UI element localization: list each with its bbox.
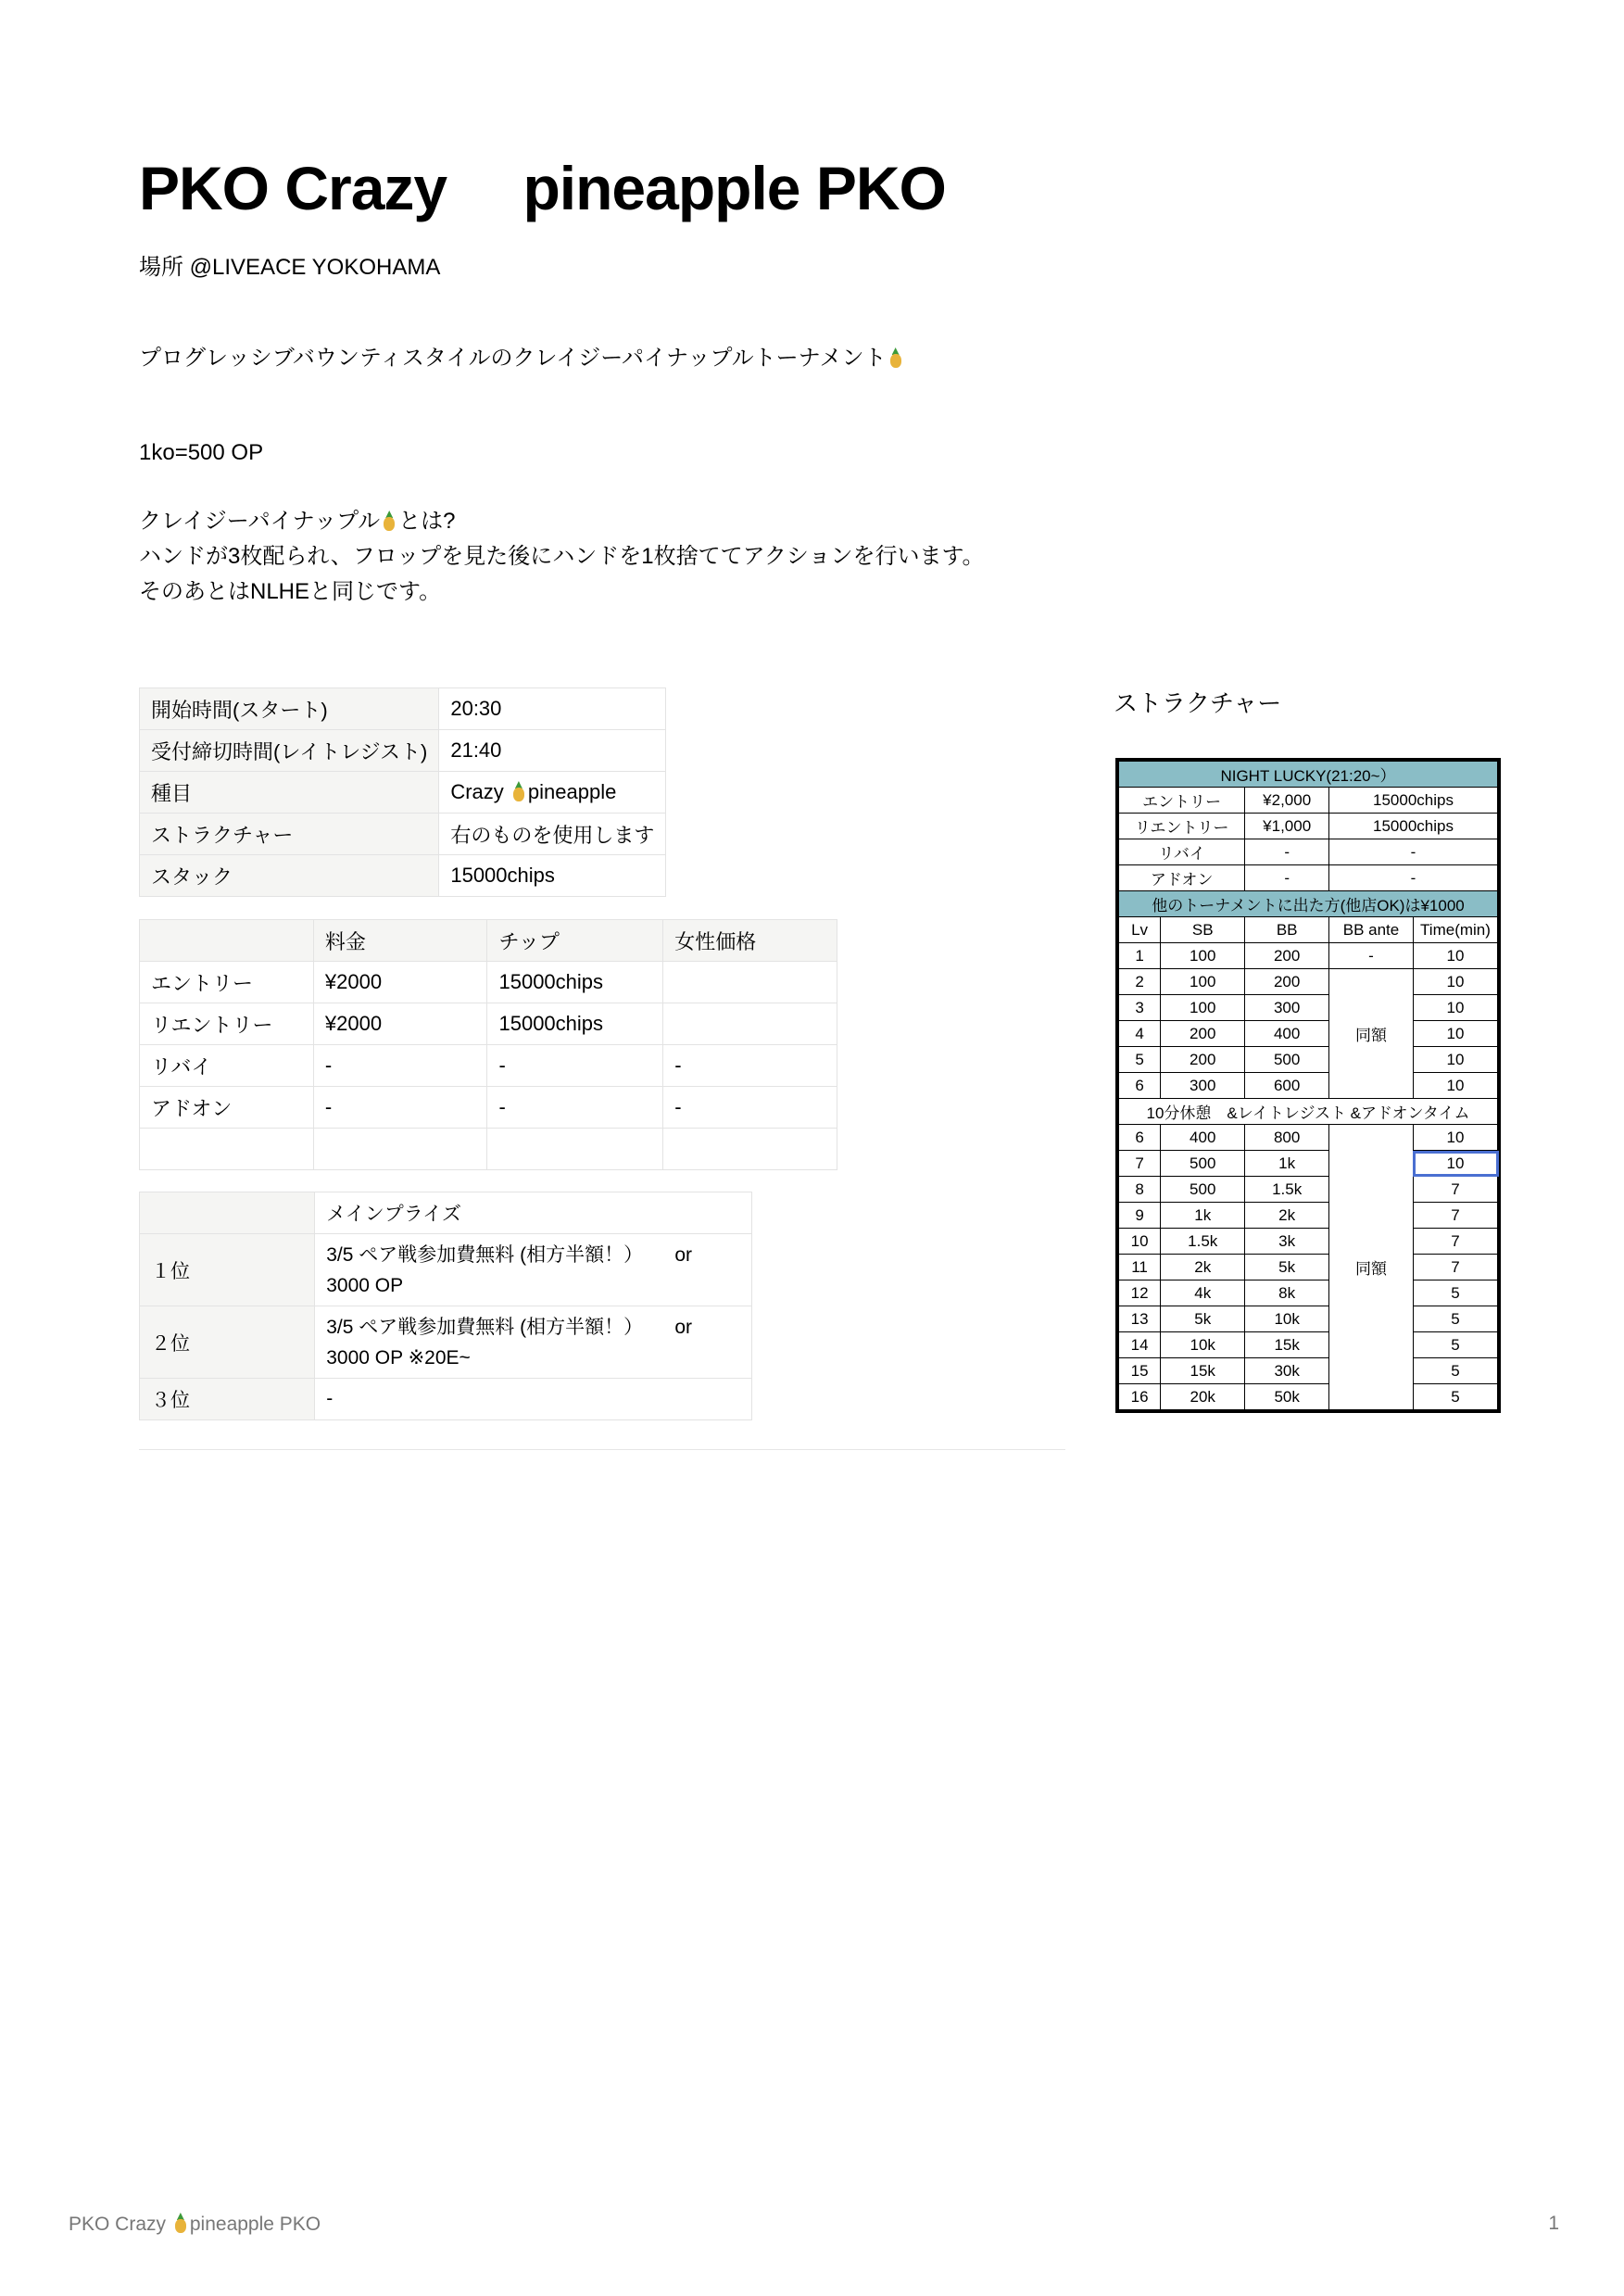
prize-or: or xyxy=(674,1316,692,1338)
page-title: PKO Crazy pineapple PKO xyxy=(139,154,946,222)
prize-header: メインプライズ xyxy=(315,1192,752,1234)
price-cell: 15000chips xyxy=(487,962,663,1003)
info-value: 20:30 xyxy=(439,688,666,730)
info-label: ストラクチャー xyxy=(140,814,439,855)
bb-cell: 300 xyxy=(1245,995,1329,1021)
description-text xyxy=(139,341,905,376)
time-cell: 10 xyxy=(1413,969,1499,995)
table-row xyxy=(1117,995,1499,1021)
prize-table xyxy=(139,1192,752,1420)
table-row xyxy=(1117,1332,1499,1358)
table-row xyxy=(140,814,666,855)
table-row xyxy=(140,688,666,730)
bb-cell: 3k xyxy=(1245,1229,1329,1255)
table-row xyxy=(1117,1306,1499,1332)
table-row xyxy=(140,1129,837,1170)
price-cell: ¥2000 xyxy=(313,962,487,1003)
table-row xyxy=(1117,1021,1499,1047)
prize-place: ３位 xyxy=(140,1379,315,1420)
sb-cell: 200 xyxy=(1161,1021,1245,1047)
price-cell xyxy=(663,1129,837,1170)
table-row xyxy=(1117,943,1499,969)
sb-cell: 400 xyxy=(1161,1125,1245,1151)
table-row xyxy=(140,1306,752,1379)
sb-cell: 1k xyxy=(1161,1203,1245,1229)
time-cell: 5 xyxy=(1413,1384,1499,1412)
level-cell: 15 xyxy=(1117,1358,1161,1384)
fee-chips: - xyxy=(1329,865,1500,891)
levels-b xyxy=(1117,1125,1499,1412)
bb-cell: 1k xyxy=(1245,1151,1329,1177)
price-cell xyxy=(663,1003,837,1045)
table-row xyxy=(1117,969,1499,995)
fee-price: - xyxy=(1245,839,1329,865)
table-row xyxy=(1117,1384,1499,1412)
level-cell: 16 xyxy=(1117,1384,1161,1412)
price-cell: - xyxy=(313,1087,487,1129)
whatis-line1: ハンドが3枚配られ、フロップを見た後にハンドを1枚捨ててアクションを行います。 xyxy=(139,544,985,569)
table-row xyxy=(1117,788,1499,814)
fee-price: ¥1,000 xyxy=(1245,814,1329,839)
price-cell xyxy=(140,1129,314,1170)
time-cell: 10 xyxy=(1413,1047,1499,1073)
time-cell: 5 xyxy=(1413,1306,1499,1332)
table-row xyxy=(1117,891,1499,917)
table-row xyxy=(1117,1280,1499,1306)
bb-cell: 15k xyxy=(1245,1332,1329,1358)
table-row xyxy=(1117,1151,1499,1177)
sb-cell: 10k xyxy=(1161,1332,1245,1358)
time-cell: 7 xyxy=(1413,1255,1499,1280)
info-table xyxy=(139,688,666,897)
sb-cell: 4k xyxy=(1161,1280,1245,1306)
table-row xyxy=(1117,1073,1499,1099)
sb-cell: 200 xyxy=(1161,1047,1245,1073)
ante-cell: 同額 xyxy=(1329,1125,1414,1412)
whatis-line2: そのあとはNLHEと同じです。 xyxy=(139,579,442,604)
level-cell: 11 xyxy=(1117,1255,1161,1280)
time-cell: 5 xyxy=(1413,1280,1499,1306)
level-cell: 14 xyxy=(1117,1332,1161,1358)
time-cell: 10 xyxy=(1413,1073,1499,1099)
prize-line1: - xyxy=(315,1379,752,1420)
fee-chips: - xyxy=(1329,839,1500,865)
other-note: 他のトーナメントに出た方(他店OK)は¥1000 xyxy=(1117,891,1499,917)
prize-or: or xyxy=(674,1243,692,1266)
game-name-before: Crazy xyxy=(450,780,510,803)
time-cell: 5 xyxy=(1413,1332,1499,1358)
pineapple-icon xyxy=(512,781,525,801)
fee-price: - xyxy=(1245,865,1329,891)
level-cell: 10 xyxy=(1117,1229,1161,1255)
bb-cell: 800 xyxy=(1245,1125,1329,1151)
table-row xyxy=(140,855,666,897)
level-cell: 12 xyxy=(1117,1280,1161,1306)
table-row xyxy=(1117,839,1499,865)
price-header: 料金 xyxy=(313,920,487,962)
time-cell: 7 xyxy=(1413,1203,1499,1229)
price-cell: - xyxy=(487,1087,663,1129)
footer-title xyxy=(69,2213,321,2236)
col-header: SB xyxy=(1161,917,1245,943)
table-row xyxy=(1117,1099,1499,1125)
price-cell: アドオン xyxy=(140,1087,314,1129)
sb-cell: 2k xyxy=(1161,1255,1245,1280)
table-row xyxy=(1117,865,1499,891)
level-cell: 7 xyxy=(1117,1151,1161,1177)
bb-cell: 8k xyxy=(1245,1280,1329,1306)
game-name-after: pineapple xyxy=(527,780,617,803)
level-cell: 6 xyxy=(1117,1125,1161,1151)
sb-cell: 300 xyxy=(1161,1073,1245,1099)
prize-line2: 3000 OP ※20E~ xyxy=(326,1346,471,1369)
info-value: 21:40 xyxy=(439,730,666,772)
ko-value-text: 1ko=500 OP xyxy=(139,440,264,465)
prize-place: １位 xyxy=(140,1234,315,1306)
price-header xyxy=(140,920,314,962)
price-cell: リバイ xyxy=(140,1045,314,1087)
bb-cell: 400 xyxy=(1245,1021,1329,1047)
price-header: チップ xyxy=(487,920,663,962)
pineapple-icon xyxy=(889,347,902,368)
structure-label: ストラクチャー xyxy=(1114,689,1282,717)
price-cell xyxy=(487,1129,663,1170)
sb-cell: 20k xyxy=(1161,1384,1245,1412)
price-table xyxy=(139,919,837,1170)
fee-chips: 15000chips xyxy=(1329,788,1500,814)
time-cell: 7 xyxy=(1413,1229,1499,1255)
sb-cell: 100 xyxy=(1161,943,1245,969)
prize-text xyxy=(315,1234,752,1306)
fee-chips: 15000chips xyxy=(1329,814,1500,839)
price-cell: - xyxy=(663,1087,837,1129)
info-value: 15000chips xyxy=(439,855,666,897)
sb-cell: 1.5k xyxy=(1161,1229,1245,1255)
fee-label: エントリー xyxy=(1117,788,1245,814)
break-note: 10分休憩 &レイトレジスト &アドオンタイム xyxy=(1117,1099,1499,1125)
table-row xyxy=(1117,760,1499,788)
time-cell: 10 xyxy=(1413,943,1499,969)
price-cell: リエントリー xyxy=(140,1003,314,1045)
bb-cell: 600 xyxy=(1245,1073,1329,1099)
bb-cell: 2k xyxy=(1245,1203,1329,1229)
info-label: 種目 xyxy=(140,772,439,814)
level-cell: 6 xyxy=(1117,1073,1161,1099)
fee-label: アドオン xyxy=(1117,865,1245,891)
bb-cell: 200 xyxy=(1245,969,1329,995)
level-cell: 8 xyxy=(1117,1177,1161,1203)
price-cell: - xyxy=(663,1045,837,1087)
level-cell: 13 xyxy=(1117,1306,1161,1332)
table-row xyxy=(1117,1203,1499,1229)
time-cell: 7 xyxy=(1413,1177,1499,1203)
table-row xyxy=(140,1087,837,1129)
price-cell: - xyxy=(313,1045,487,1087)
structure-title: NIGHT LUCKY(21:20~） xyxy=(1117,760,1499,788)
divider xyxy=(139,1449,1065,1450)
sb-cell: 500 xyxy=(1161,1151,1245,1177)
sb-cell: 5k xyxy=(1161,1306,1245,1332)
prize-header-blank xyxy=(140,1192,315,1234)
whatis-question-after: とは? xyxy=(398,509,456,534)
sb-cell: 500 xyxy=(1161,1177,1245,1203)
table-row xyxy=(140,1045,837,1087)
col-header: BB ante xyxy=(1329,917,1414,943)
price-cell xyxy=(313,1129,487,1170)
bb-cell: 50k xyxy=(1245,1384,1329,1412)
table-header-row xyxy=(1117,917,1499,943)
col-header: Time(min) xyxy=(1413,917,1499,943)
fee-label: リエントリー xyxy=(1117,814,1245,839)
page-number: 1 xyxy=(1548,2213,1559,2234)
info-value xyxy=(439,772,666,814)
sb-cell: 100 xyxy=(1161,995,1245,1021)
selected-time-cell: 10 xyxy=(1413,1151,1499,1177)
prize-line1: 3/5 ペア戦参加費無料 (相方半額！） xyxy=(326,1316,644,1338)
footer-title-before: PKO Crazy xyxy=(69,2214,171,2235)
info-label: スタック xyxy=(140,855,439,897)
sb-cell: 100 xyxy=(1161,969,1245,995)
table-row xyxy=(1117,1177,1499,1203)
table-row xyxy=(140,1379,752,1420)
table-header-row xyxy=(140,1192,752,1234)
description-label: プログレッシブバウンティスタイルのクレイジーパイナップルトーナメント xyxy=(139,346,887,371)
bb-cell: 1.5k xyxy=(1245,1177,1329,1203)
table-row xyxy=(1117,1358,1499,1384)
price-header: 女性価格 xyxy=(663,920,837,962)
pineapple-icon xyxy=(174,2213,187,2233)
level-cell: 1 xyxy=(1117,943,1161,969)
price-cell: 15000chips xyxy=(487,1003,663,1045)
col-header: BB xyxy=(1245,917,1329,943)
level-cell: 5 xyxy=(1117,1047,1161,1073)
fee-label: リバイ xyxy=(1117,839,1245,865)
level-cell: 9 xyxy=(1117,1203,1161,1229)
whatis-question xyxy=(139,504,456,539)
price-cell: ¥2000 xyxy=(313,1003,487,1045)
table-row xyxy=(1117,1125,1499,1151)
level-cell: 2 xyxy=(1117,969,1161,995)
pineapple-icon xyxy=(383,511,396,531)
table-row xyxy=(140,730,666,772)
prize-text xyxy=(315,1306,752,1379)
time-cell: 10 xyxy=(1413,1125,1499,1151)
col-header: Lv xyxy=(1117,917,1161,943)
venue-text: 場所 @LIVEACE YOKOHAMA xyxy=(139,255,441,280)
prize-line1: 3/5 ペア戦参加費無料 (相方半額！） xyxy=(326,1243,644,1266)
info-label: 開始時間(スタート) xyxy=(140,688,439,730)
time-cell: 10 xyxy=(1413,1021,1499,1047)
time-cell: 10 xyxy=(1413,995,1499,1021)
time-cell: 5 xyxy=(1413,1358,1499,1384)
whatis-question-before: クレイジーパイナップル xyxy=(139,509,381,534)
bb-cell: 5k xyxy=(1245,1255,1329,1280)
prize-place: ２位 xyxy=(140,1306,315,1379)
table-row xyxy=(140,962,837,1003)
price-cell: エントリー xyxy=(140,962,314,1003)
info-label: 受付締切時間(レイトレジスト) xyxy=(140,730,439,772)
table-header-row xyxy=(140,920,837,962)
bb-cell: 500 xyxy=(1245,1047,1329,1073)
levels-a xyxy=(1117,943,1499,1099)
table-row xyxy=(140,772,666,814)
sb-cell: 15k xyxy=(1161,1358,1245,1384)
table-row xyxy=(140,1003,837,1045)
table-row xyxy=(140,1234,752,1306)
table-row xyxy=(1117,1047,1499,1073)
bb-cell: 30k xyxy=(1245,1358,1329,1384)
table-row xyxy=(1117,1255,1499,1280)
footer-title-after: pineapple PKO xyxy=(189,2214,321,2235)
level-cell: 3 xyxy=(1117,995,1161,1021)
table-row xyxy=(1117,1229,1499,1255)
ante-cell: - xyxy=(1329,943,1414,969)
info-value: 右のものを使用します xyxy=(439,814,666,855)
price-cell: - xyxy=(487,1045,663,1087)
table-row xyxy=(1117,814,1499,839)
ante-cell: 同額 xyxy=(1329,969,1414,1099)
level-cell: 4 xyxy=(1117,1021,1161,1047)
bb-cell: 200 xyxy=(1245,943,1329,969)
price-cell xyxy=(663,962,837,1003)
structure-table xyxy=(1115,758,1501,1413)
fee-price: ¥2,000 xyxy=(1245,788,1329,814)
bb-cell: 10k xyxy=(1245,1306,1329,1332)
prize-line2: 3000 OP xyxy=(326,1274,404,1296)
